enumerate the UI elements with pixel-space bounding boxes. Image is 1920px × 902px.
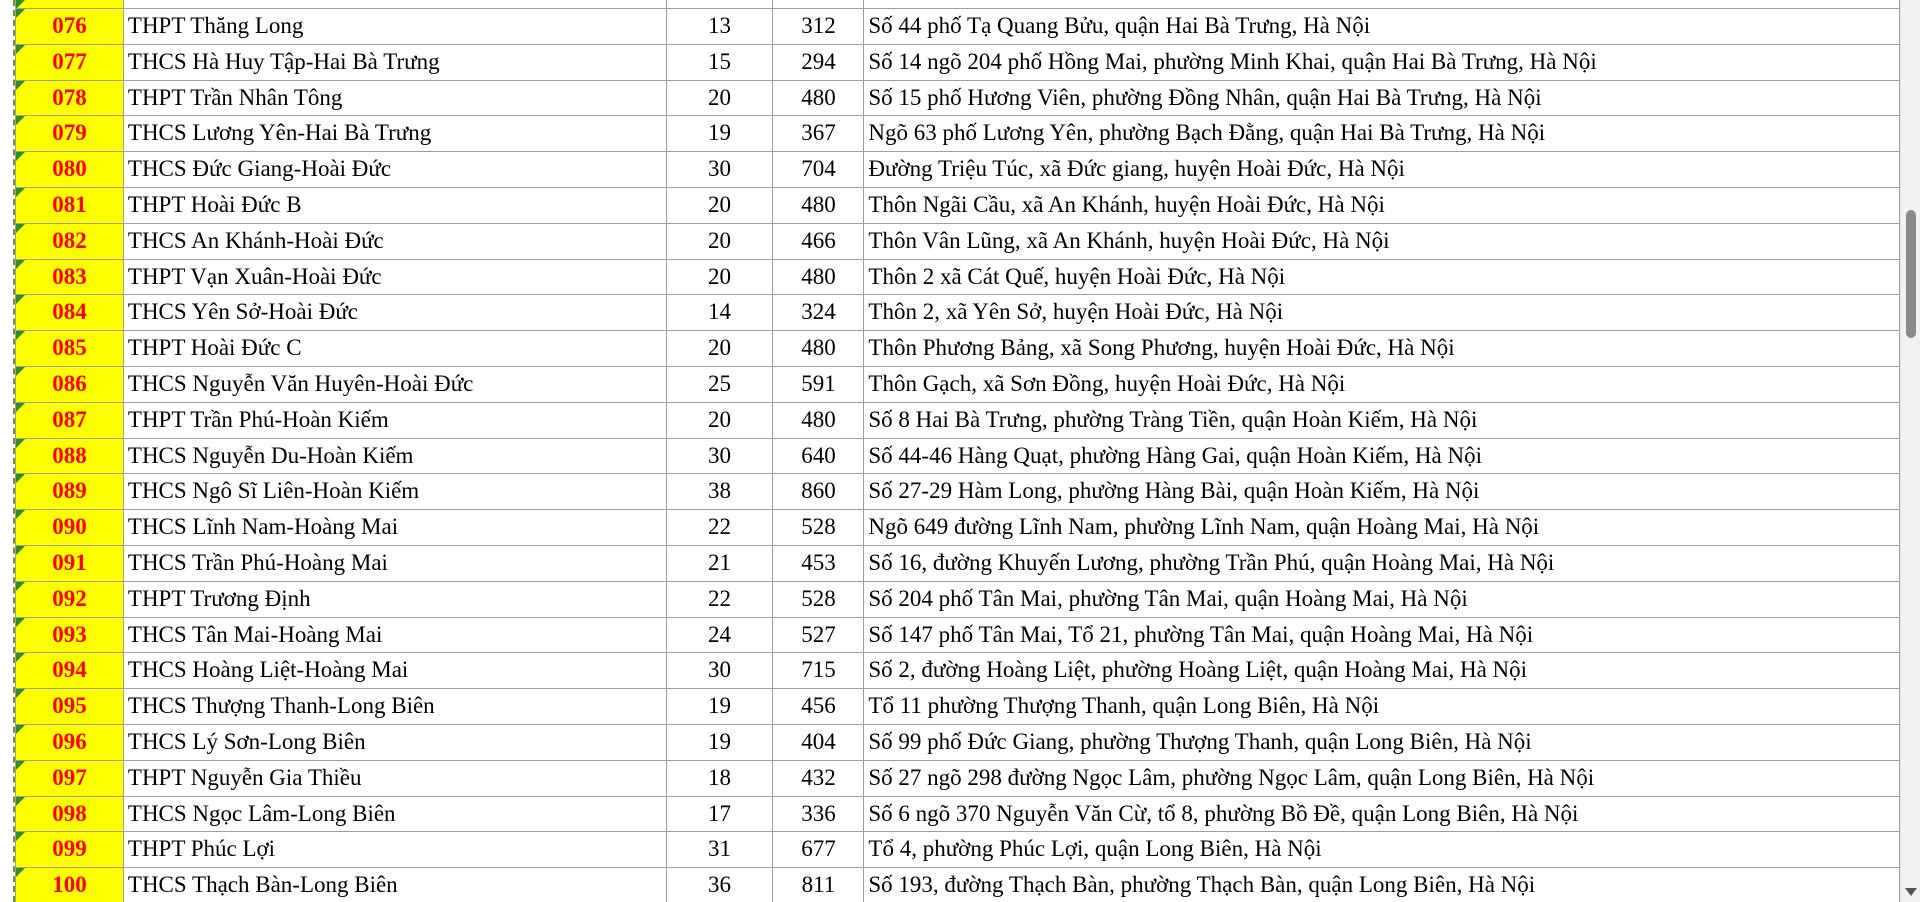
cell-id[interactable]: 099: [16, 832, 124, 868]
cell-students[interactable]: 715: [773, 653, 864, 689]
cell-id[interactable]: 093: [16, 617, 124, 653]
cell-name[interactable]: THPT Vạn Xuân-Hoài Đức: [123, 259, 666, 295]
cell-address[interactable]: Số 204 phố Tân Mai, phường Tân Mai, quận Hoàng Mai, Hà Nội: [864, 581, 1900, 617]
table-row: [16, 116, 1900, 152]
cell-students[interactable]: 677: [773, 832, 864, 868]
cell-students[interactable]: 367: [773, 116, 864, 152]
cell-address[interactable]: Thôn Phương Bảng, xã Song Phương, huyện Hoài Đức, Hà Nội: [864, 331, 1900, 367]
cell-classes[interactable]: 30: [666, 438, 773, 474]
cell-students[interactable]: 324: [773, 295, 864, 331]
cell-address[interactable]: Số 2, đường Hoàng Liệt, phường Hoàng Liệt, quận Hoàng Mai, Hà Nội: [864, 653, 1900, 689]
cell-id[interactable]: 090: [16, 510, 124, 546]
table-row: [16, 402, 1900, 438]
cell-classes[interactable]: 18: [666, 760, 773, 796]
cell-address[interactable]: Tổ 11 phường Thượng Thanh, quận Long Biên, Hà Nội: [864, 689, 1900, 725]
cell-students[interactable]: 480: [773, 259, 864, 295]
cell-name[interactable]: THCS Ngọc Lâm-Long Biên: [123, 796, 666, 832]
cell-classes[interactable]: 20: [666, 259, 773, 295]
cell-name[interactable]: THCS Tân Mai-Hoàng Mai: [123, 617, 666, 653]
table-row: [16, 724, 1900, 760]
cell-classes[interactable]: 13: [666, 9, 773, 45]
cell-name[interactable]: THPT Hoài Đức B: [123, 187, 666, 223]
cell-name[interactable]: THPT Phúc Lợi: [123, 832, 666, 868]
cell-classes[interactable]: 31: [666, 832, 773, 868]
cell-students[interactable]: 811: [773, 868, 864, 902]
cell-students[interactable]: 480: [773, 402, 864, 438]
table-row: [16, 689, 1900, 725]
cell-id[interactable]: 098: [16, 796, 124, 832]
cell-students[interactable]: 704: [773, 152, 864, 188]
table-row: [16, 223, 1900, 259]
cell-classes[interactable]: [666, 0, 773, 9]
cell-id[interactable]: 077: [16, 44, 124, 80]
cell-id[interactable]: 094: [16, 653, 124, 689]
cell-id[interactable]: 081: [16, 187, 124, 223]
cell-id[interactable]: 086: [16, 366, 124, 402]
cell-name[interactable]: THCS Thượng Thanh-Long Biên: [123, 689, 666, 725]
table-row: [16, 545, 1900, 581]
cell-students[interactable]: 527: [773, 617, 864, 653]
cell-address[interactable]: Số 27-29 Hàm Long, phường Hàng Bài, quận Hoàn Kiếm, Hà Nội: [864, 474, 1900, 510]
table-row: [16, 366, 1900, 402]
table-row: [16, 760, 1900, 796]
cell-address[interactable]: [864, 0, 1900, 9]
cell-classes[interactable]: 30: [666, 152, 773, 188]
cell-students[interactable]: 528: [773, 581, 864, 617]
cell-id[interactable]: 089: [16, 474, 124, 510]
table-row: [16, 295, 1900, 331]
cell-students[interactable]: 860: [773, 474, 864, 510]
table-row: [16, 474, 1900, 510]
cell-students[interactable]: [773, 0, 864, 9]
cell-classes[interactable]: 19: [666, 724, 773, 760]
cell-address[interactable]: Số 44-46 Hàng Quạt, phường Hàng Gai, quận Hoàn Kiếm, Hà Nội: [864, 438, 1900, 474]
cell-students[interactable]: 312: [773, 9, 864, 45]
table-row: [16, 9, 1900, 45]
cell-classes[interactable]: 20: [666, 402, 773, 438]
vertical-scrollbar[interactable]: [1900, 0, 1920, 902]
table-row: [16, 868, 1900, 902]
cell-id[interactable]: [16, 0, 124, 9]
cell-id[interactable]: 092: [16, 581, 124, 617]
table-row: [16, 44, 1900, 80]
cell-address[interactable]: Thôn Vân Lũng, xã An Khánh, huyện Hoài Đức, Hà Nội: [864, 223, 1900, 259]
cell-id[interactable]: 096: [16, 724, 124, 760]
cell-students[interactable]: 640: [773, 438, 864, 474]
cell-classes[interactable]: 36: [666, 868, 773, 902]
cell-address[interactable]: Số 147 phố Tân Mai, Tổ 21, phường Tân Mai, quận Hoàng Mai, Hà Nội: [864, 617, 1900, 653]
cell-address[interactable]: Thôn Ngãi Cầu, xã An Khánh, huyện Hoài Đức, Hà Nội: [864, 187, 1900, 223]
table-row: [16, 832, 1900, 868]
cell-id[interactable]: 076: [16, 9, 124, 45]
cell-address[interactable]: Tổ 4, phường Phúc Lợi, quận Long Biên, Hà Nội: [864, 832, 1900, 868]
scrollbar-thumb[interactable]: [1906, 210, 1916, 338]
cell-classes[interactable]: 14: [666, 295, 773, 331]
cell-address[interactable]: Số 15 phố Hương Viên, phường Đồng Nhân, quận Hai Bà Trưng, Hà Nội: [864, 80, 1900, 116]
table-row: [16, 187, 1900, 223]
cell-name[interactable]: [123, 0, 666, 9]
table-row: [16, 331, 1900, 367]
cell-address[interactable]: Số 27 ngõ 298 đường Ngọc Lâm, phường Ngọc Lâm, quận Long Biên, Hà Nội: [864, 760, 1900, 796]
cell-name[interactable]: THPT Trần Nhân Tông: [123, 80, 666, 116]
cell-name[interactable]: THCS An Khánh-Hoài Đức: [123, 223, 666, 259]
cell-name[interactable]: THCS Thạch Bàn-Long Biên: [123, 868, 666, 902]
cell-address[interactable]: Số 6 ngõ 370 Nguyễn Văn Cừ, tổ 8, phường Bồ Đề, quận Long Biên, Hà Nội: [864, 796, 1900, 832]
table-row: [16, 510, 1900, 546]
cell-name[interactable]: THCS Đức Giang-Hoài Đức: [123, 152, 666, 188]
cell-id[interactable]: 080: [16, 152, 124, 188]
cell-id[interactable]: 097: [16, 760, 124, 796]
cell-students[interactable]: 294: [773, 44, 864, 80]
cell-students[interactable]: 336: [773, 796, 864, 832]
cell-classes[interactable]: 38: [666, 474, 773, 510]
cell-address[interactable]: Thôn 2 xã Cát Quế, huyện Hoài Đức, Hà Nội: [864, 259, 1900, 295]
cell-name[interactable]: THCS Nguyễn Du-Hoàn Kiếm: [123, 438, 666, 474]
cell-students[interactable]: 480: [773, 187, 864, 223]
table-row: [16, 80, 1900, 116]
cell-students[interactable]: 466: [773, 223, 864, 259]
cell-classes[interactable]: 20: [666, 187, 773, 223]
cell-name[interactable]: THCS Yên Sở-Hoài Đức: [123, 295, 666, 331]
cell-name[interactable]: THCS Hoàng Liệt-Hoàng Mai: [123, 653, 666, 689]
table-row: [16, 259, 1900, 295]
cell-address[interactable]: Số 8 Hai Bà Trưng, phường Tràng Tiền, quận Hoàn Kiếm, Hà Nội: [864, 402, 1900, 438]
cell-id[interactable]: 084: [16, 295, 124, 331]
cell-id[interactable]: 078: [16, 80, 124, 116]
cell-students[interactable]: 528: [773, 510, 864, 546]
cell-students[interactable]: 480: [773, 80, 864, 116]
cell-name[interactable]: THCS Trần Phú-Hoàng Mai: [123, 545, 666, 581]
chevron-down-icon[interactable]: [1905, 888, 1917, 896]
cell-name[interactable]: THCS Hà Huy Tập-Hai Bà Trưng: [123, 44, 666, 80]
table-row: [16, 796, 1900, 832]
cell-address[interactable]: Đường Triệu Túc, xã Đức giang, huyện Hoài Đức, Hà Nội: [864, 152, 1900, 188]
cell-address[interactable]: Số 44 phố Tạ Quang Bửu, quận Hai Bà Trưng, Hà Nội: [864, 9, 1900, 45]
cell-name[interactable]: THCS Lĩnh Nam-Hoàng Mai: [123, 510, 666, 546]
cell-id[interactable]: 088: [16, 438, 124, 474]
cell-name[interactable]: THPT Nguyễn Gia Thiều: [123, 760, 666, 796]
table-row-partial: [16, 0, 1900, 9]
cell-id[interactable]: 083: [16, 259, 124, 295]
cell-classes[interactable]: 21: [666, 545, 773, 581]
cell-name[interactable]: THCS Ngô Sĩ Liên-Hoàn Kiếm: [123, 474, 666, 510]
cell-id[interactable]: 095: [16, 689, 124, 725]
cell-classes[interactable]: 17: [666, 796, 773, 832]
cell-address[interactable]: Thôn 2, xã Yên Sở, huyện Hoài Đức, Hà Nội: [864, 295, 1900, 331]
cell-classes[interactable]: 20: [666, 80, 773, 116]
cell-address[interactable]: Thôn Gạch, xã Sơn Đồng, huyện Hoài Đức, Hà Nội: [864, 366, 1900, 402]
cell-students[interactable]: 480: [773, 331, 864, 367]
cell-classes[interactable]: 20: [666, 223, 773, 259]
table-row: [16, 581, 1900, 617]
cell-id[interactable]: 087: [16, 402, 124, 438]
cell-name[interactable]: THCS Lương Yên-Hai Bà Trưng: [123, 116, 666, 152]
cell-id[interactable]: 100: [16, 868, 124, 902]
cell-classes[interactable]: 24: [666, 617, 773, 653]
cell-id[interactable]: 082: [16, 223, 124, 259]
cell-address[interactable]: Số 14 ngõ 204 phố Hồng Mai, phường Minh Khai, quận Hai Bà Trưng, Hà Nội: [864, 44, 1900, 80]
cell-name[interactable]: THPT Thăng Long: [123, 9, 666, 45]
cell-classes[interactable]: 22: [666, 581, 773, 617]
cell-students[interactable]: 404: [773, 724, 864, 760]
cell-classes[interactable]: 19: [666, 116, 773, 152]
cell-name[interactable]: THPT Hoài Đức C: [123, 331, 666, 367]
cell-address[interactable]: Ngõ 63 phố Lương Yên, phường Bạch Đằng, quận Hai Bà Trưng, Hà Nội: [864, 116, 1900, 152]
cell-students[interactable]: 456: [773, 689, 864, 725]
school-table: [15, 0, 1900, 902]
cell-id[interactable]: 091: [16, 545, 124, 581]
table-row: [16, 653, 1900, 689]
cell-name[interactable]: THPT Trương Định: [123, 581, 666, 617]
cell-address[interactable]: Số 99 phố Đức Giang, phường Thượng Thanh, quận Long Biên, Hà Nội: [864, 724, 1900, 760]
table-row: [16, 617, 1900, 653]
cell-classes[interactable]: 22: [666, 510, 773, 546]
cell-classes[interactable]: 15: [666, 44, 773, 80]
cell-id[interactable]: 079: [16, 116, 124, 152]
cell-name[interactable]: THPT Trần Phú-Hoàn Kiếm: [123, 402, 666, 438]
cell-students[interactable]: 432: [773, 760, 864, 796]
cell-classes[interactable]: 20: [666, 331, 773, 367]
cell-address[interactable]: Ngõ 649 đường Lĩnh Nam, phường Lĩnh Nam, quận Hoàng Mai, Hà Nội: [864, 510, 1900, 546]
table-row: [16, 438, 1900, 474]
cell-classes[interactable]: 19: [666, 689, 773, 725]
cell-name[interactable]: THCS Nguyễn Văn Huyên-Hoài Đức: [123, 366, 666, 402]
cell-classes[interactable]: 30: [666, 653, 773, 689]
cell-classes[interactable]: 25: [666, 366, 773, 402]
table-row: [16, 152, 1900, 188]
cell-address[interactable]: Số 16, đường Khuyến Lương, phường Trần Phú, quận Hoàng Mai, Hà Nội: [864, 545, 1900, 581]
cell-id[interactable]: 085: [16, 331, 124, 367]
cell-students[interactable]: 591: [773, 366, 864, 402]
cell-address[interactable]: Số 193, đường Thạch Bàn, phường Thạch Bàn, quận Long Biên, Hà Nội: [864, 868, 1900, 902]
cell-name[interactable]: THCS Lý Sơn-Long Biên: [123, 724, 666, 760]
cell-students[interactable]: 453: [773, 545, 864, 581]
